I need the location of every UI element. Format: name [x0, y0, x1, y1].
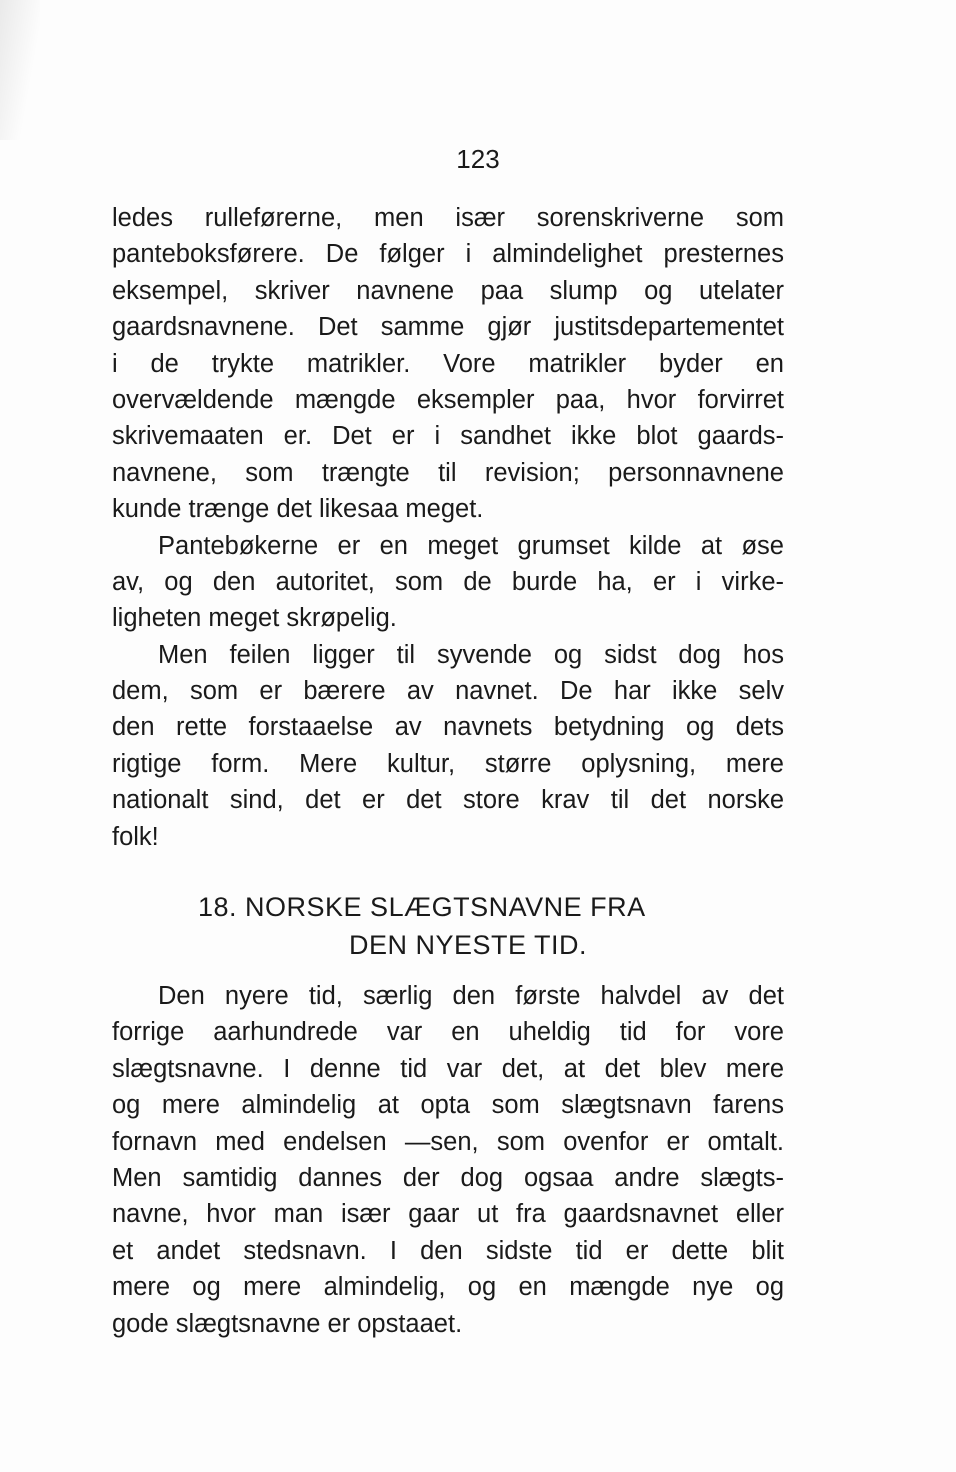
section-paragraph — [112, 978, 784, 1342]
text-line: dem, som er bærere av navnet. De har ikke selv — [112, 677, 784, 706]
text-line: overvældende mængde eksempler paa, hvor forvirret — [112, 385, 784, 414]
text-line: ligheten meget skrøpelig. — [112, 604, 397, 633]
text-line: mere og mere almindelig, og en mængde nye og — [112, 1273, 784, 1302]
text-line: rigtige form. Mere kultur, større oplysning, mere — [112, 749, 784, 778]
text-line: nationalt sind, det er det store krav til det norske — [112, 786, 784, 815]
text-line: gaardsnavnene. Det samme gjør justitsdepartementet — [112, 313, 784, 342]
section-heading-line-2: DEN NYESTE TID. — [348, 930, 588, 960]
section-heading — [112, 888, 824, 964]
text-line: navne, hvor man især gaar ut fra gaardsnavnet eller — [112, 1200, 784, 1229]
page-edge-shadow — [0, 0, 40, 140]
text-line: navnene, som trængte til revision; personnavnene — [112, 458, 784, 487]
text-line: ledes rulleførerne, men især sorenskriverne som — [112, 204, 784, 232]
text-line: Men feilen ligger til syvende og sidst dog hos — [158, 640, 784, 669]
page-number: 123 — [456, 144, 500, 174]
text-line: og mere almindelig at opta som slægtsnavn farens — [112, 1091, 784, 1120]
text-line: eksempel, skriver navnene paa slump og utelater — [112, 276, 784, 305]
text-line: fornavn med endelsen —sen, som ovenfor er omtalt. — [112, 1127, 784, 1156]
section-heading-line-1: 18. NORSKE SLÆGTSNAVNE FRA — [198, 892, 646, 922]
text-line: i de trykte matrikler. Vore matrikler byder en — [112, 349, 784, 378]
text-line: et andet stedsnavn. I den sidste tid er dette blit — [112, 1236, 784, 1265]
text-line: skrivemaaten er. Det er i sandhet ikke blot gaards- — [112, 422, 784, 451]
text-line: Pantebøkerne er en meget grumset kilde at øse — [158, 531, 784, 560]
text-line: forrige aarhundrede var en uheldig tid for vore — [112, 1018, 784, 1047]
text-line: kunde trænge det likesaa meget. — [112, 495, 484, 524]
text-line: Men samtidig dannes der dog ogsaa andre slægts- — [112, 1163, 784, 1192]
text-line: slægtsnavne. I denne tid var det, at det blev mere — [112, 1054, 784, 1083]
text-line: gode slægtsnavne er opstaaet. — [112, 1309, 463, 1338]
text-line: folk! — [112, 822, 159, 851]
text-line: den rette forstaaelse av navnets betydning og dets — [112, 713, 784, 742]
body-paragraphs — [112, 200, 784, 855]
text-line: av, og den autoritet, som de burde ha, er i virke- — [112, 567, 784, 596]
text-line: Den nyere tid, særlig den første halvdel av det — [158, 982, 784, 1010]
text-line: panteboksførere. De følger i almindelighet presternes — [112, 240, 784, 269]
